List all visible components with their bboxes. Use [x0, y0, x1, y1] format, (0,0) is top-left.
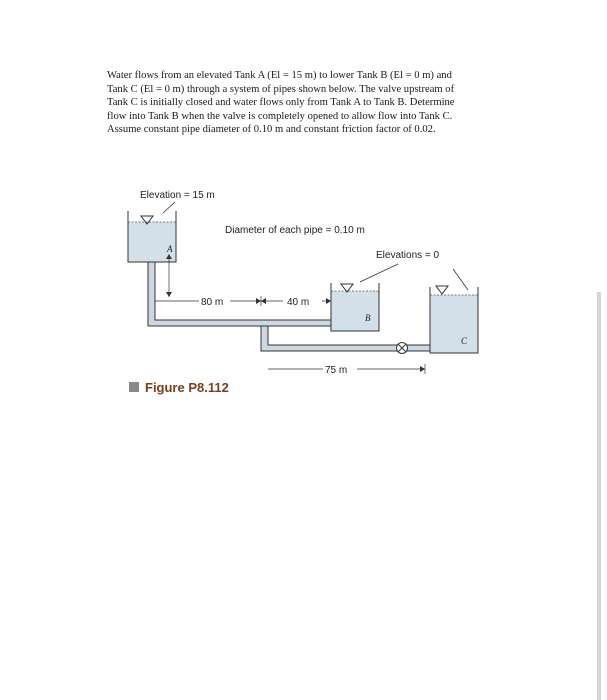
elevation-leader — [163, 202, 175, 213]
problem-line-5: Assume constant pipe diameter of 0.10 m and constant friction factor of 0.02. — [107, 124, 436, 136]
tank-b-water — [331, 291, 379, 331]
problem-line-1: Water flows from an elevated Tank A (El = 15 m) to lower Tank B (El = 0 m) and — [107, 70, 452, 81]
tank-c-level-icon — [436, 286, 448, 294]
problem-line-4: flow into Tank B when the valve is completely opened to allow flow into Tank C. — [107, 110, 453, 122]
elevations-bc-label: Elevations = 0 — [376, 250, 440, 261]
tank-c-label: C — [461, 336, 468, 346]
caption-square-icon — [129, 382, 139, 392]
dim-40-arrow-right — [326, 298, 331, 304]
dim-80-arrow — [256, 298, 261, 304]
elevation-a-label: Elevation = 15 m — [140, 190, 215, 201]
elevations-leader-c — [453, 269, 468, 290]
scrollbar-track[interactable] — [597, 292, 601, 700]
tank-c-water — [430, 295, 478, 353]
diameter-label: Diameter of each pipe = 0.10 m — [225, 225, 365, 236]
length-40-label: 40 m — [287, 297, 310, 308]
problem-line-3: Tank C is initially closed and water flows only from Tank A to Tank B. Determine — [107, 97, 455, 109]
figure-caption: Figure P8.112 — [145, 380, 229, 395]
elevations-leader-b — [360, 264, 398, 282]
length-75-label: 75 m — [325, 365, 348, 376]
tank-a-label: A — [167, 244, 173, 254]
tank-b-label: B — [365, 313, 371, 323]
dim-75-arrow — [420, 366, 425, 372]
problem-line-2: Tank C (El = 0 m) through a system of pipes shown below. The valve upstream of — [107, 83, 455, 95]
length-80-label: 80 m — [201, 297, 224, 308]
dim-a-arrow-down — [166, 292, 172, 297]
